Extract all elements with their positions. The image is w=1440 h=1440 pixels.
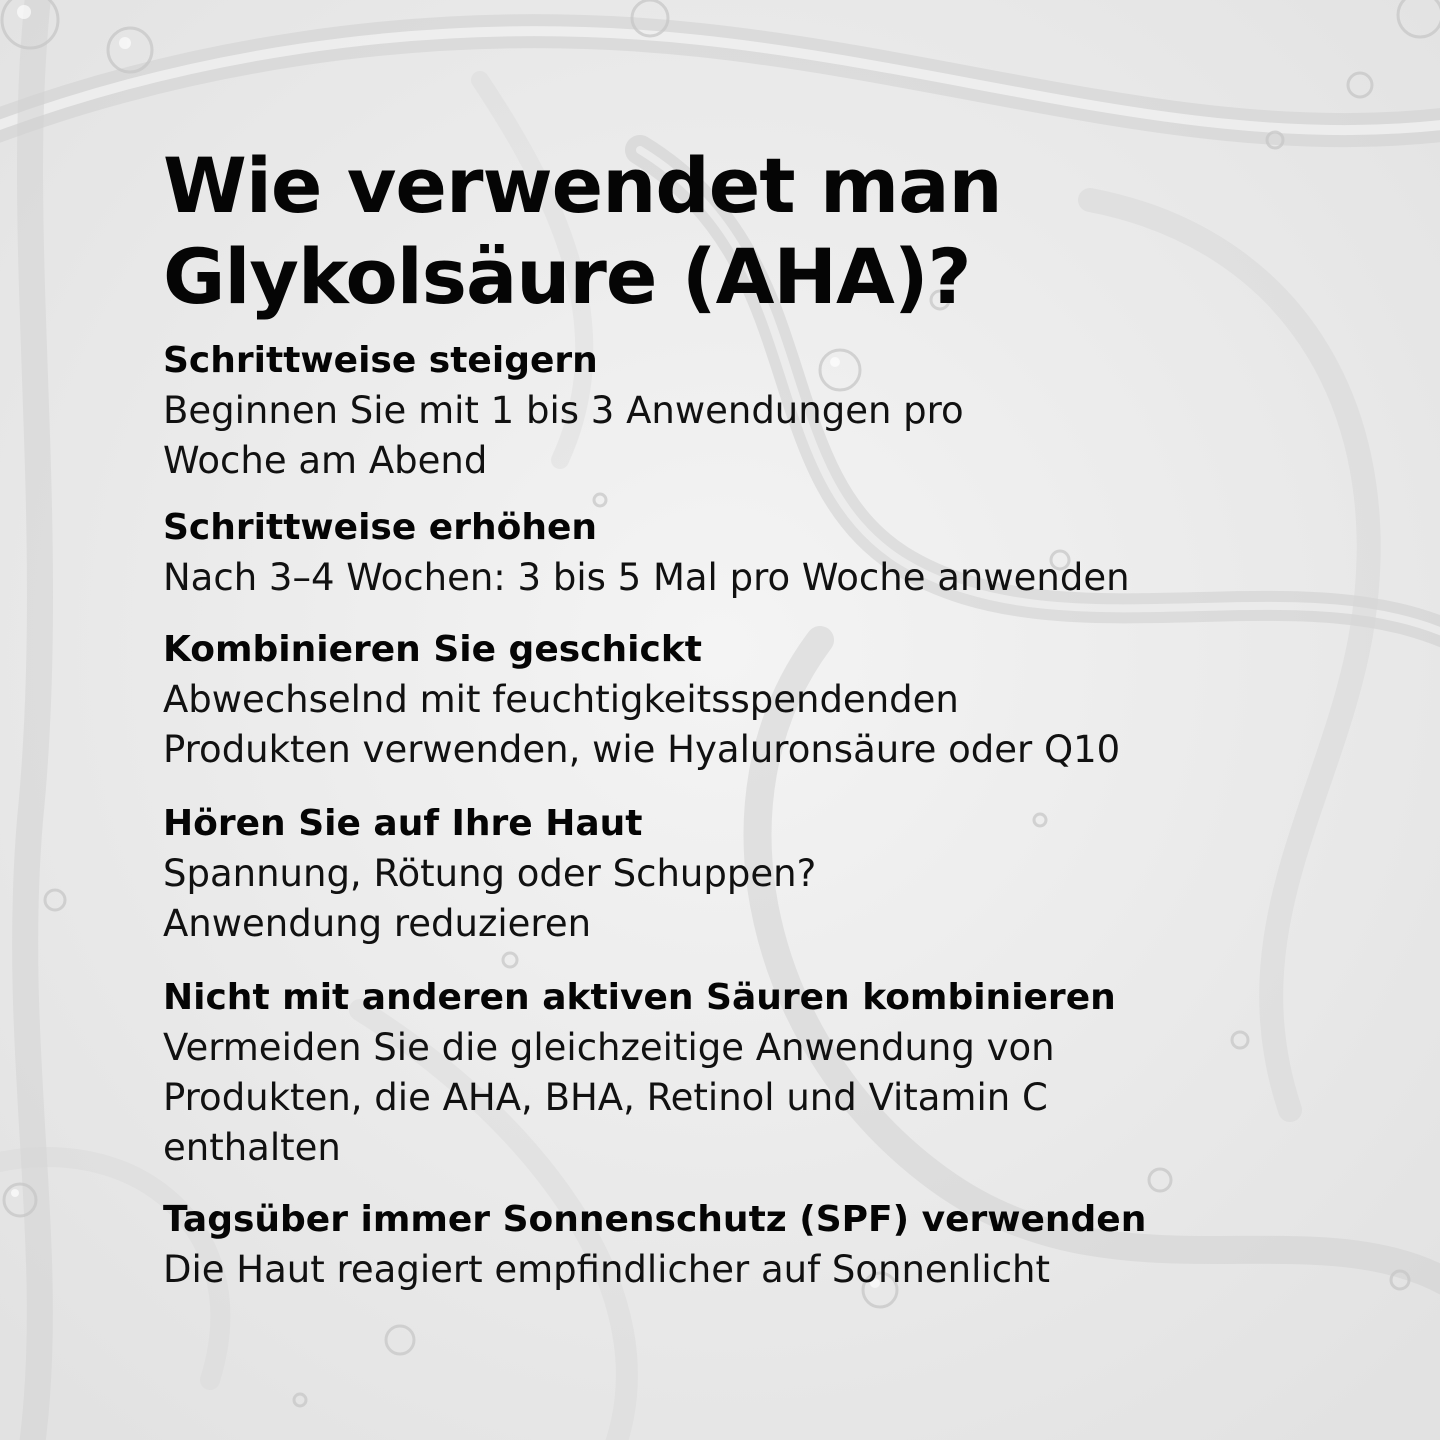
content-block bbox=[163, 140, 1313, 1295]
tip-text-line: Vermeiden Sie die gleichzeitige Anwendung von bbox=[163, 1026, 1055, 1069]
tip-sonnenschutz bbox=[163, 1195, 1313, 1295]
tip-text-line: Produkten, die AHA, BHA, Retinol und Vitamin C bbox=[163, 1076, 1048, 1119]
tip-heading: Tagsüber immer Sonnenschutz (SPF) verwenden bbox=[163, 1199, 1147, 1240]
tip-text-line: Produkten verwenden, wie Hyaluronsäure oder Q10 bbox=[163, 728, 1121, 771]
tip-text bbox=[163, 1245, 1313, 1295]
tip-heading: Schrittweise steigern bbox=[163, 340, 598, 381]
tip-heading: Hören Sie auf Ihre Haut bbox=[163, 803, 643, 844]
tip-schrittweise-steigern bbox=[163, 336, 1313, 486]
tip-text-line: Woche am Abend bbox=[163, 439, 488, 482]
tip-heading: Schrittweise erhöhen bbox=[163, 507, 598, 548]
tip-text-line: Beginnen Sie mit 1 bis 3 Anwendungen pro bbox=[163, 389, 964, 432]
title-line-1: Wie verwendet man bbox=[163, 141, 1002, 230]
tip-text-line: Spannung, Rötung oder Schuppen? bbox=[163, 852, 817, 895]
tip-schrittweise-erhoehen bbox=[163, 503, 1313, 603]
tip-text bbox=[163, 553, 1313, 603]
tip-heading: Kombinieren Sie geschickt bbox=[163, 629, 702, 670]
title-line-2: Glykolsäure (AHA)? bbox=[163, 232, 971, 321]
tip-text-line: Anwendung reduzieren bbox=[163, 902, 592, 945]
tip-text-line: Nach 3–4 Wochen: 3 bis 5 Mal pro Woche anwenden bbox=[163, 556, 1130, 599]
tip-text bbox=[163, 675, 1313, 775]
tip-nicht-mit-saeuren-kombinieren bbox=[163, 973, 1313, 1173]
tip-text-line: Abwechselnd mit feuchtigkeitsspendenden bbox=[163, 678, 959, 721]
tip-text bbox=[163, 386, 1313, 486]
tip-text-line: enthalten bbox=[163, 1126, 341, 1169]
tip-text bbox=[163, 849, 1313, 949]
tip-text bbox=[163, 1023, 1313, 1173]
tip-heading: Nicht mit anderen aktiven Säuren kombinieren bbox=[163, 977, 1116, 1018]
tip-kombinieren bbox=[163, 625, 1313, 775]
tip-text-line: Die Haut reagiert empfindlicher auf Sonnenlicht bbox=[163, 1248, 1050, 1291]
tip-hoeren-sie-auf-ihre-haut bbox=[163, 799, 1313, 949]
page-title bbox=[163, 140, 1313, 322]
